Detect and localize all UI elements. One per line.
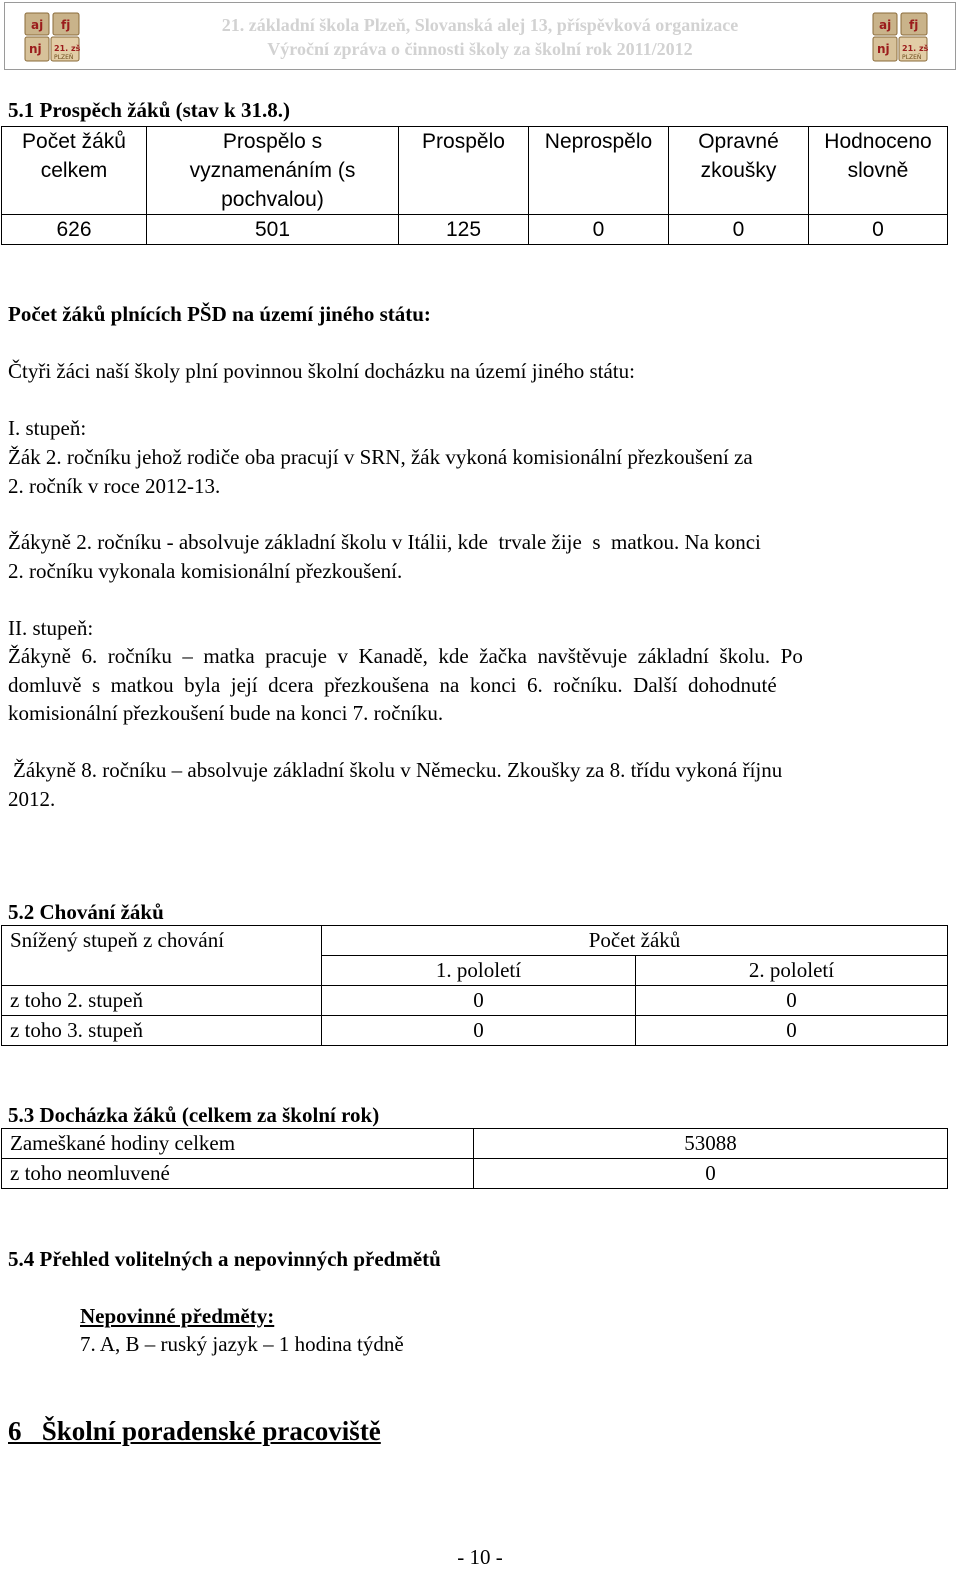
stage-2-text-1b: domluvě s matkou byla její dcera přezkoušena na konci 6. ročníku. Další dohodnuté xyxy=(8,673,777,697)
page-number: - 10 - xyxy=(457,1545,503,1569)
header-cell: Neprospělo xyxy=(529,127,669,215)
value-cell: 0 xyxy=(529,215,669,245)
behavior-row-value: 0 xyxy=(636,1016,948,1046)
section-5-1-heading: 5.1 Prospěch žáků (stav k 31.8.) xyxy=(8,98,290,122)
table-row xyxy=(2,1159,948,1189)
behavior-col-label: Snížený stupeň z chování xyxy=(2,926,322,986)
value-cell: 626 xyxy=(2,215,147,245)
behavior-sem2-header: 2. pololetí xyxy=(636,956,948,986)
section-5-4-heading: 5.4 Přehled volitelných a nepovinných předmětů xyxy=(8,1247,441,1271)
value-cell: 0 xyxy=(809,215,948,245)
header-cell: Prospělo xyxy=(399,127,529,215)
school-logo-right xyxy=(871,7,931,65)
svg-text:21. zš: 21. zš xyxy=(902,44,929,53)
stage-2-text-2b: 2012. xyxy=(8,787,56,811)
svg-text:PLZEŇ: PLZEŇ xyxy=(54,54,74,61)
section-5-3-heading: 5.3 Docházka žáků (celkem za školní rok) xyxy=(8,1103,380,1127)
section-5-2-heading: 5.2 Chování žáků xyxy=(8,900,164,924)
psd-intro: Čtyři žáci naší školy plní povinnou školní docházku na území jiného státu: xyxy=(8,359,635,383)
page-header xyxy=(4,2,956,70)
header-line-2: Výroční zpráva o činnosti školy za školní rok 2011/2012 xyxy=(267,39,693,59)
header-cell: Prospělo s vyznamenáním (s pochvalou) xyxy=(147,127,399,215)
svg-text:fj: fj xyxy=(61,18,71,32)
stage-1-text-1a: Žák 2. ročníku jehož rodiče oba pracují v SRN, žák vykoná komisionální přezkoušení za xyxy=(8,445,753,469)
header-cell: Opravné zkoušky xyxy=(669,127,809,215)
header-cell: Počet žáků celkem xyxy=(2,127,147,215)
svg-text:aj: aj xyxy=(879,18,892,32)
table-row xyxy=(2,1016,948,1046)
svg-text:nj: nj xyxy=(29,42,42,56)
table-row xyxy=(2,1129,948,1159)
stage-2-text-2a: Žákyně 8. ročníku – absolvuje základní školu v Německu. Zkoušky za 8. třídu vykoná říjnu xyxy=(13,758,783,782)
svg-text:aj: aj xyxy=(31,18,44,32)
stage-2-text-1c: komisionální přezkoušení bude na konci 7. ročníku. xyxy=(8,701,444,725)
psd-heading: Počet žáků plnících PŠD na území jiného státu: xyxy=(8,302,431,326)
grades-value-row xyxy=(2,215,948,245)
school-logo-left xyxy=(23,7,83,65)
behavior-table xyxy=(1,925,948,1046)
table-row xyxy=(2,986,948,1016)
section-6-heading: 6 Školní poradenské pracoviště xyxy=(8,1416,381,1446)
attendance-value: 0 xyxy=(474,1159,948,1189)
value-cell: 0 xyxy=(669,215,809,245)
optional-subject-item: 7. A, B – ruský jazyk – 1 hodina týdně xyxy=(80,1332,404,1356)
header-text xyxy=(95,13,865,61)
behavior-col-group: Počet žáků xyxy=(322,926,948,956)
value-cell: 125 xyxy=(399,215,529,245)
behavior-row-value: 0 xyxy=(322,986,636,1016)
stage-1-label: I. stupeň: xyxy=(8,416,87,440)
grades-header-row xyxy=(2,127,948,215)
stage-2-label: II. stupeň: xyxy=(8,616,94,640)
behavior-sem1-header: 1. pololetí xyxy=(322,956,636,986)
stage-1-text-2b: 2. ročníku vykonala komisionální přezkoušení. xyxy=(8,559,403,583)
behavior-row-label: z toho 2. stupeň xyxy=(2,986,322,1016)
attendance-value: 53088 xyxy=(474,1129,948,1159)
stage-1-text-1b: 2. ročník v roce 2012-13. xyxy=(8,474,221,498)
header-cell: Hodnoceno slovně xyxy=(809,127,948,215)
attendance-label: z toho neomluvené xyxy=(2,1159,474,1189)
behavior-row-value: 0 xyxy=(322,1016,636,1046)
attendance-table xyxy=(1,1128,948,1189)
behavior-row-label: z toho 3. stupeň xyxy=(2,1016,322,1046)
svg-text:21. zš: 21. zš xyxy=(54,44,81,53)
value-cell: 501 xyxy=(147,215,399,245)
grades-table xyxy=(1,126,948,245)
attendance-label: Zameškané hodiny celkem xyxy=(2,1129,474,1159)
svg-text:PLZEŇ: PLZEŇ xyxy=(902,54,922,61)
stage-1-text-2a: Žákyně 2. ročníku - absolvuje základní školu v Itálii, kde trvale žije s matkou. Na konci xyxy=(8,530,761,554)
svg-text:nj: nj xyxy=(877,42,890,56)
svg-text:fj: fj xyxy=(909,18,919,32)
stage-2-text-1a: Žákyně 6. ročníku – matka pracuje v Kanadě, kde žačka navštěvuje základní školu. Po xyxy=(8,644,803,668)
header-line-1: 21. základní škola Plzeň, Slovanská alej 13, příspěvková organizace xyxy=(221,15,739,35)
optional-subjects-subheading: Nepovinné předměty: xyxy=(80,1304,275,1328)
behavior-row-value: 0 xyxy=(636,986,948,1016)
behavior-header-row xyxy=(2,926,948,956)
